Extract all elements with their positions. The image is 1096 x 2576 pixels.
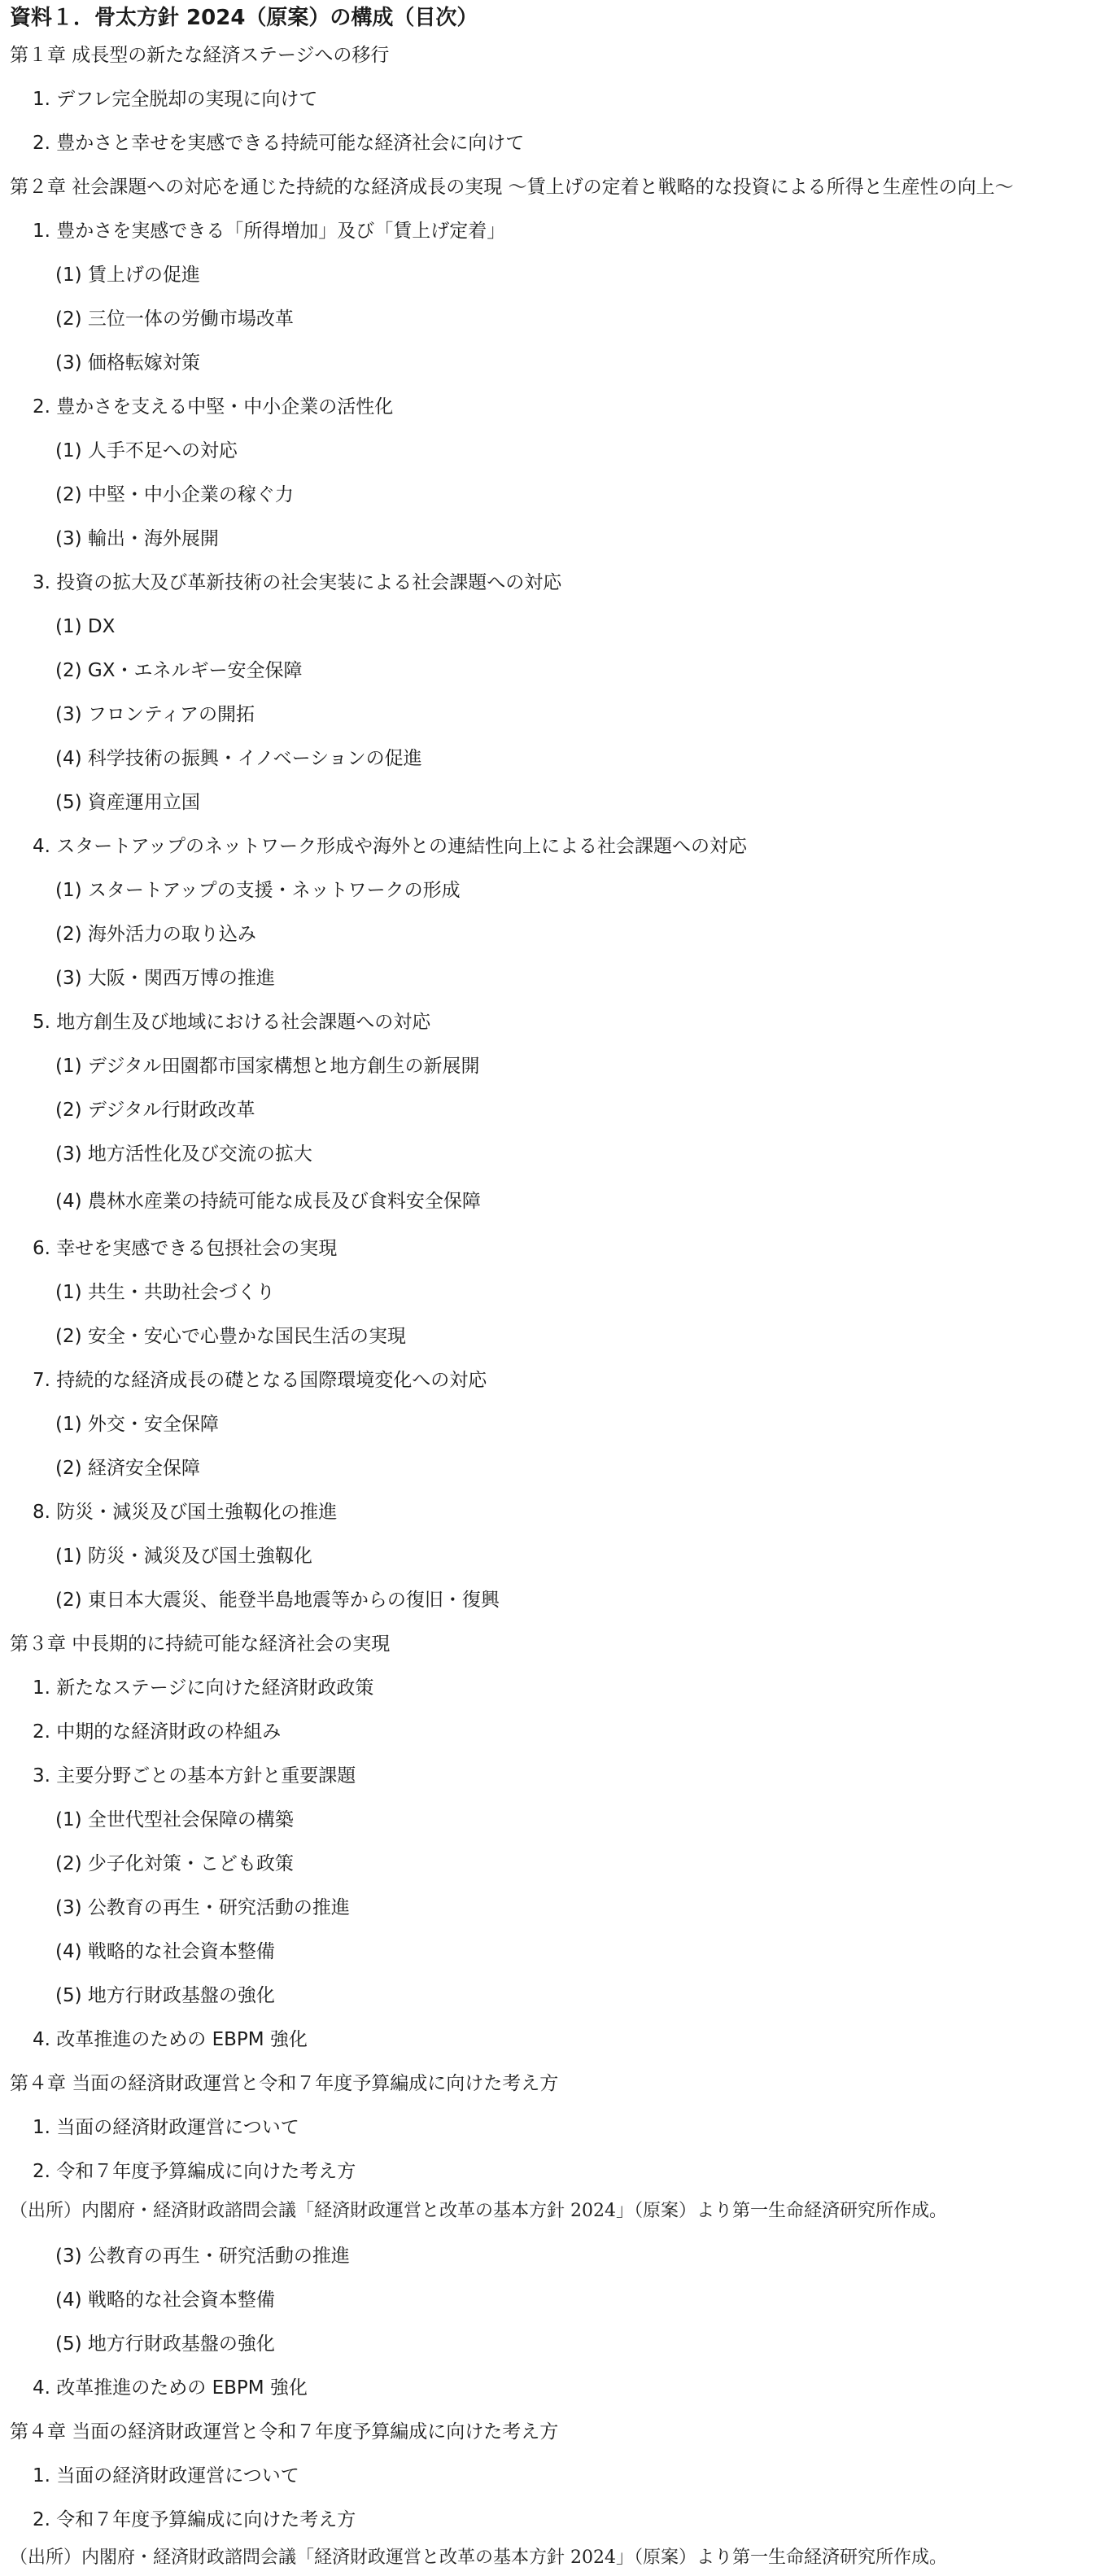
subsection-item: (1) 外交・安全保障 (55, 1414, 219, 1435)
subsection-item: (4) 戦略的な社会資本整備 (55, 1941, 275, 1962)
section-item: 4. スタートアップのネットワーク形成や海外との連結性向上による社会課題への対応 (33, 836, 747, 857)
subsection-item: (5) 資産運用立国 (55, 792, 200, 813)
section-item: 1. 当面の経済財政運営について (33, 2117, 299, 2138)
subsection-item: (2) 三位一体の労働市場改革 (55, 308, 294, 330)
subsection-item: (3) 公教育の再生・研究活動の推進 (55, 1897, 350, 1918)
chapter-heading: 第４章 当面の経済財政運営と令和７年度予算編成に向けた考え方 (10, 2421, 559, 2443)
subsection-item: (3) 公教育の再生・研究活動の推進 (55, 2246, 350, 2267)
chapter-heading: 第２章 社会課題への対応を通じた持続的な経済成長の実現 〜賃上げの定着と戦略的な投資による所得と生産性の向上〜 (10, 177, 1014, 198)
section-item: 8. 防災・減災及び国土強靱化の推進 (33, 1502, 338, 1523)
subsection-item: (1) 賃上げの促進 (55, 265, 200, 286)
subsection-item: (2) 少子化対策・こども政策 (55, 1853, 294, 1874)
chapter-heading: 第４章 当面の経済財政運営と令和７年度予算編成に向けた考え方 (10, 2073, 559, 2094)
section-item: 2. 中期的な経済財政の枠組み (33, 1721, 282, 1743)
section-item: 4. 改革推進のための EBPM 強化 (33, 2029, 308, 2050)
chapter-heading: 第３章 中長期的に持続可能な経済社会の実現 (10, 1634, 391, 1655)
section-item: 3. 投資の拡大及び革新技術の社会実装による社会課題への対応 (33, 572, 562, 593)
subsection-item: (3) 地方活性化及び交流の拡大 (55, 1144, 312, 1165)
subsection-item: (1) スタートアップの支援・ネットワークの形成 (55, 880, 461, 901)
subsection-item: (1) 防災・減災及び国土強靱化 (55, 1546, 312, 1567)
subsection-item: (3) 大阪・関西万博の推進 (55, 968, 275, 989)
section-item: 2. 令和７年度予算編成に向けた考え方 (33, 2509, 356, 2530)
section-item: 7. 持続的な経済成長の礎となる国際環境変化への対応 (33, 1370, 487, 1391)
source-note: （出所）内閣府・経済財政諮問会議「経済財政運営と改革の基本方針 2024」（原案）より第一生命経済研究所作成。 (10, 2201, 947, 2221)
subsection-item: (1) 全世代型社会保障の構築 (55, 1809, 294, 1830)
section-item: 6. 幸せを実感できる包摂社会の実現 (33, 1238, 338, 1259)
subsection-item: (2) 安全・安心で心豊かな国民生活の実現 (55, 1326, 406, 1347)
subsection-item: (2) 東日本大震災、能登半島地震等からの復旧・復興 (55, 1590, 500, 1611)
subsection-item: (2) 経済安全保障 (55, 1458, 200, 1479)
document-title: 資料１．骨太方針 2024（原案）の構成（目次） (10, 6, 478, 30)
section-item: 4. 改革推進のための EBPM 強化 (33, 2377, 308, 2399)
section-item: 1. 豊かさを実感できる「所得増加」及び「賃上げ定着」 (33, 221, 506, 242)
subsection-item: (3) フロンティアの開拓 (55, 704, 255, 725)
subsection-item: (2) GX・エネルギー安全保障 (55, 660, 303, 681)
subsection-item: (3) 輸出・海外展開 (55, 528, 219, 549)
subsection-item: (4) 農林水産業の持続可能な成長及び食料安全保障 (55, 1191, 481, 1212)
subsection-item: (2) デジタル行財政改革 (55, 1100, 255, 1121)
subsection-item: (4) 科学技術の振興・イノベーションの促進 (55, 748, 422, 769)
subsection-item: (1) 共生・共助社会づくり (55, 1282, 275, 1303)
subsection-item: (2) 中堅・中小企業の稼ぐ力 (55, 484, 294, 505)
section-item: 3. 主要分野ごとの基本方針と重要課題 (33, 1765, 356, 1787)
chapter-heading: 第１章 成長型の新たな経済ステージへの移行 (10, 45, 390, 66)
section-item: 2. 豊かさと幸せを実感できる持続可能な経済社会に向けて (33, 133, 525, 154)
subsection-item: (2) 海外活力の取り込み (55, 924, 256, 945)
subsection-item: (5) 地方行財政基盤の強化 (55, 2333, 275, 2355)
subsection-item: (3) 価格転嫁対策 (55, 352, 200, 374)
section-item: 5. 地方創生及び地域における社会課題への対応 (33, 1012, 431, 1033)
section-item: 1. デフレ完全脱却の実現に向けて (33, 89, 318, 110)
section-item: 2. 令和７年度予算編成に向けた考え方 (33, 2161, 356, 2182)
subsection-item: (1) デジタル田園都市国家構想と地方創生の新展開 (55, 1056, 480, 1077)
source-note: （出所）内閣府・経済財政諮問会議「経済財政運営と改革の基本方針 2024」（原案）より第一生命経済研究所作成。 (10, 2548, 947, 2568)
section-item: 2. 豊かさを支える中堅・中小企業の活性化 (33, 396, 394, 418)
subsection-item: (5) 地方行財政基盤の強化 (55, 1985, 275, 2006)
subsection-item: (1) DX (55, 616, 116, 637)
subsection-item: (1) 人手不足への対応 (55, 440, 238, 461)
subsection-item: (4) 戦略的な社会資本整備 (55, 2290, 275, 2311)
section-item: 1. 当面の経済財政運営について (33, 2465, 299, 2486)
section-item: 1. 新たなステージに向けた経済財政政策 (33, 1677, 374, 1699)
